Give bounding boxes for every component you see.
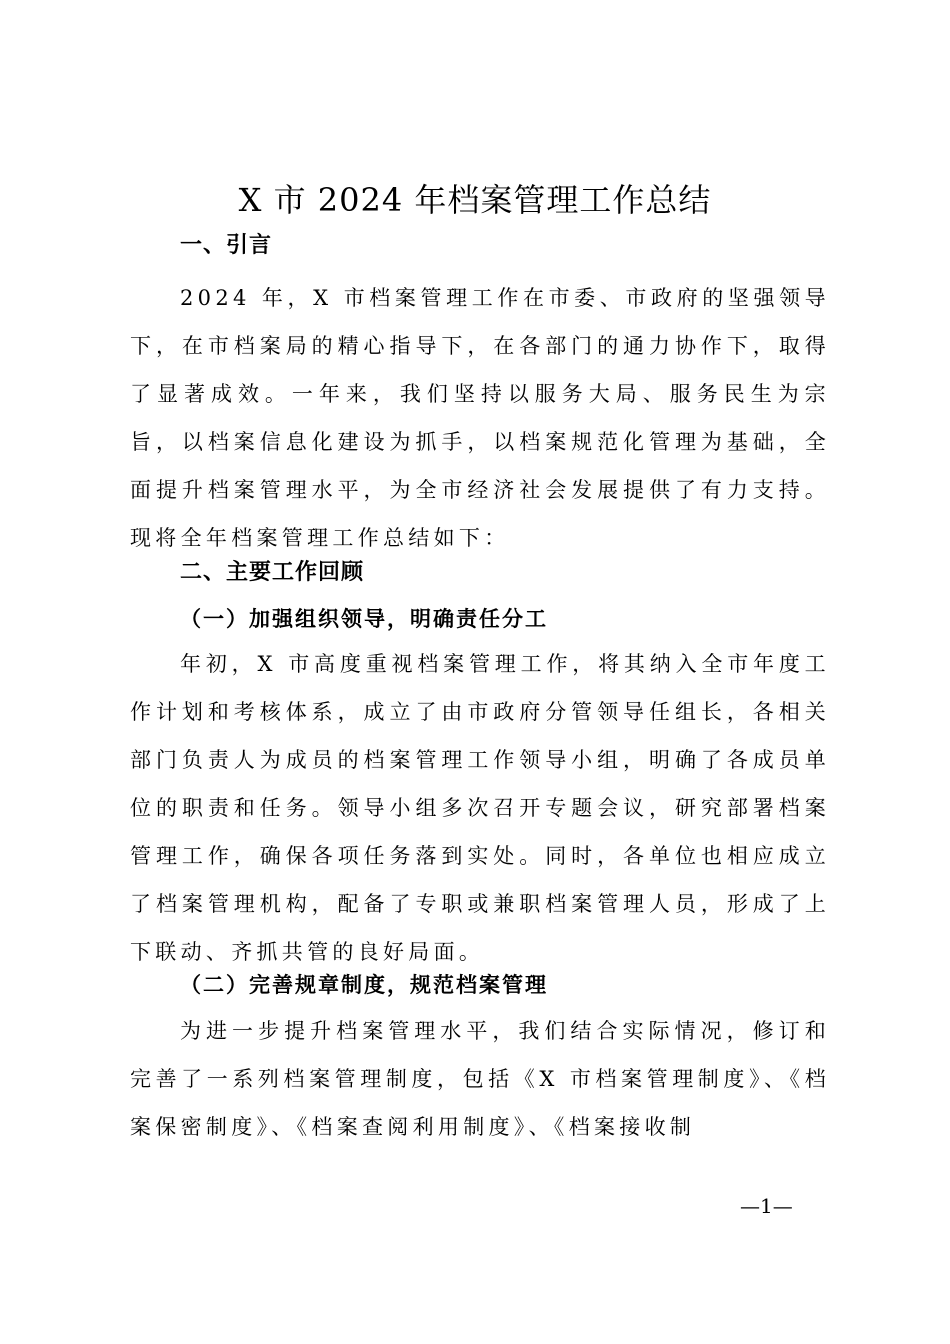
section-heading-intro: 一、引言 [180, 233, 273, 258]
intro-paragraph: 2024 年，X 市档案管理工作在市委、市政府的坚强领导下，在市档案局的精心指导下，在各部门的通力协作下，取得了显著成效。一年来，我们坚持以服务大局、服务民生为宗旨，以档案信息化建设为抓手，以档案规范化管理为基础，全面提升档案管理水平，为全市经济社会发展提供了有力支持。现将全年档案管理工作总结如下： [130, 286, 830, 550]
section-heading-review: 二、主要工作回顾 [180, 560, 365, 585]
page-number: —1— [740, 1194, 793, 1218]
subsection-heading-2: （二）完善规章制度，规范档案管理 [180, 972, 548, 997]
document-title: X 市 2024 年档案管理工作总结 [238, 181, 712, 219]
subsection-1-paragraph: 年初，X 市高度重视档案管理工作，将其纳入全市年度工作计划和考核体系，成立了由市政府分管领导任组长，各相关部门负责人为成员的档案管理工作领导小组，明确了各成员单位的职责和任务。领导小组多次召开专题会议，研究部署档案管理工作，确保各项任务落到实处。同时，各单位也相应成立了档案管理机构，配备了专职或兼职档案管理人员，形成了上下联动、齐抓共管的良好局面。 [130, 652, 830, 964]
subsection-2-paragraph: 为进一步提升档案管理水平，我们结合实际情况，修订和完善了一系列档案管理制度，包括《X 市档案管理制度》、《档案保密制度》、《档案查阅利用制度》、《档案接收制 [130, 1019, 830, 1139]
subsection-heading-1: （一）加强组织领导，明确责任分工 [180, 606, 548, 631]
